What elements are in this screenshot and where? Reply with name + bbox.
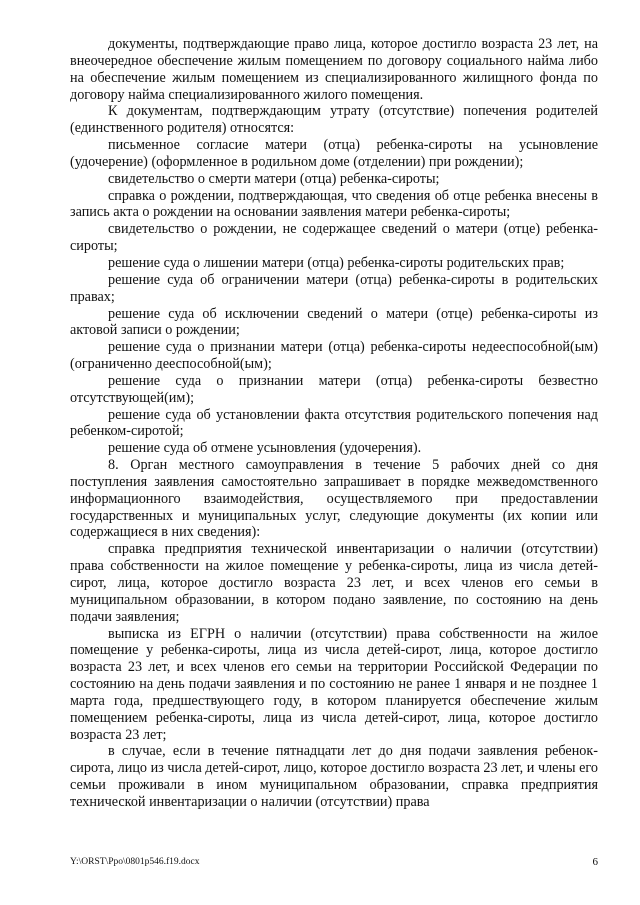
paragraph-17: в случае, если в течение пятнадцати лет до дня подачи заявления ребенок-сирота, лицо из числа детей-сирот, лицо, которое достигло возраста 23 лет, и члены его семьи проживали в ином муниципальном образовании, справка предприятия технической инвентаризации о наличии (отсутствии) права [70, 743, 598, 810]
paragraph-6: свидетельство о рождении, не содержащее сведений о матери (отце) ребенка-сироты; [70, 221, 598, 255]
paragraph-8: решение суда об ограничении матери (отца) ребенка-сироты в родительских правах; [70, 271, 598, 305]
paragraph-5: справка о рождении, подтверждающая, что сведения об отце ребенка внесены в запись акта о рождении на основании заявления матери ребенка-сироты; [70, 187, 598, 221]
paragraph-2: К документам, подтверждающим утрату (отсутствие) попечения родителей (единственного родителя) относятся: [70, 103, 598, 137]
footer-file-path: Y:\ORST\Ppo\0801p546.f19.docx [70, 857, 200, 867]
body-text [70, 36, 598, 811]
paragraph-10: решение суда о признании матери (отца) ребенка-сироты недееспособной(ым) (ограниченно дееспособной(ым); [70, 339, 598, 373]
footer-page-number: 6 [592, 856, 598, 868]
paragraph-3: письменное согласие матери (отца) ребенка-сироты на усыновление (удочерение) (оформленное в родильном доме (отделении) при рождении); [70, 137, 598, 170]
paragraph-7: решение суда о лишении матери (отца) ребенка-сироты родительских прав; [108, 254, 565, 271]
paragraph-4: свидетельство о смерти матери (отца) ребенка-сироты; [108, 170, 440, 187]
paragraph-15: справка предприятия технической инвентаризации о наличии (отсутствии) права собственности на жилое помещение у ребенка-сироты, лица из числа детей-сирот, лица, которое достигло возраста 23 лет, и всех членов его семьи в муниципальном образовании, в котором подано заявление, по состоянию на день подачи заявления; [70, 541, 598, 625]
paragraph-14: 8. Орган местного самоуправления в течение 5 рабочих дней со дня поступления заявления самостоятельно запрашивает в порядке межведомственного информационного взаимодействия, осуществляемого при предоставлении государственных и муниципальных услуг, следующие документы (их копии или содержащиеся в них сведения): [70, 457, 598, 541]
paragraph-13: решение суда об отмене усыновления (удочерения). [108, 440, 422, 457]
paragraph-9: решение суда об исключении сведений о матери (отце) ребенка-сироты из актовой записи о рождении; [70, 305, 598, 339]
paragraph-16: выписка из ЕГРН о наличии (отсутствии) права собственности на жилое помещение у ребенка-сироты, лица из числа детей-сирот, лица, которое достигло возраста 23 лет, и всех членов его семьи на территории Российской Федерации по состоянию на день подачи заявления и по состоянию не ранее 1 января и не позднее 1 марта года, предшествующего году, в котором планируется обеспечение жилым помещением ребенка-сироты, лица из числа детей-сирот, лица, которое достигло возраста 23 лет; [70, 625, 598, 743]
paragraph-11: решение суда о признании матери (отца) ребенка-сироты безвестно отсутствующей(им); [70, 372, 598, 406]
paragraph-1: документы, подтверждающие право лица, которое достигло возраста 23 лет, на внеочередное обеспечение жилым помещением по договору социального найма либо на обеспечение жилым помещением из специализированного жилищного фонда по договору найма специализированного жилого помещения. [70, 36, 598, 103]
paragraph-12: решение суда об установлении факта отсутствия родительского попечения над ребенком-сиротой; [70, 406, 598, 440]
